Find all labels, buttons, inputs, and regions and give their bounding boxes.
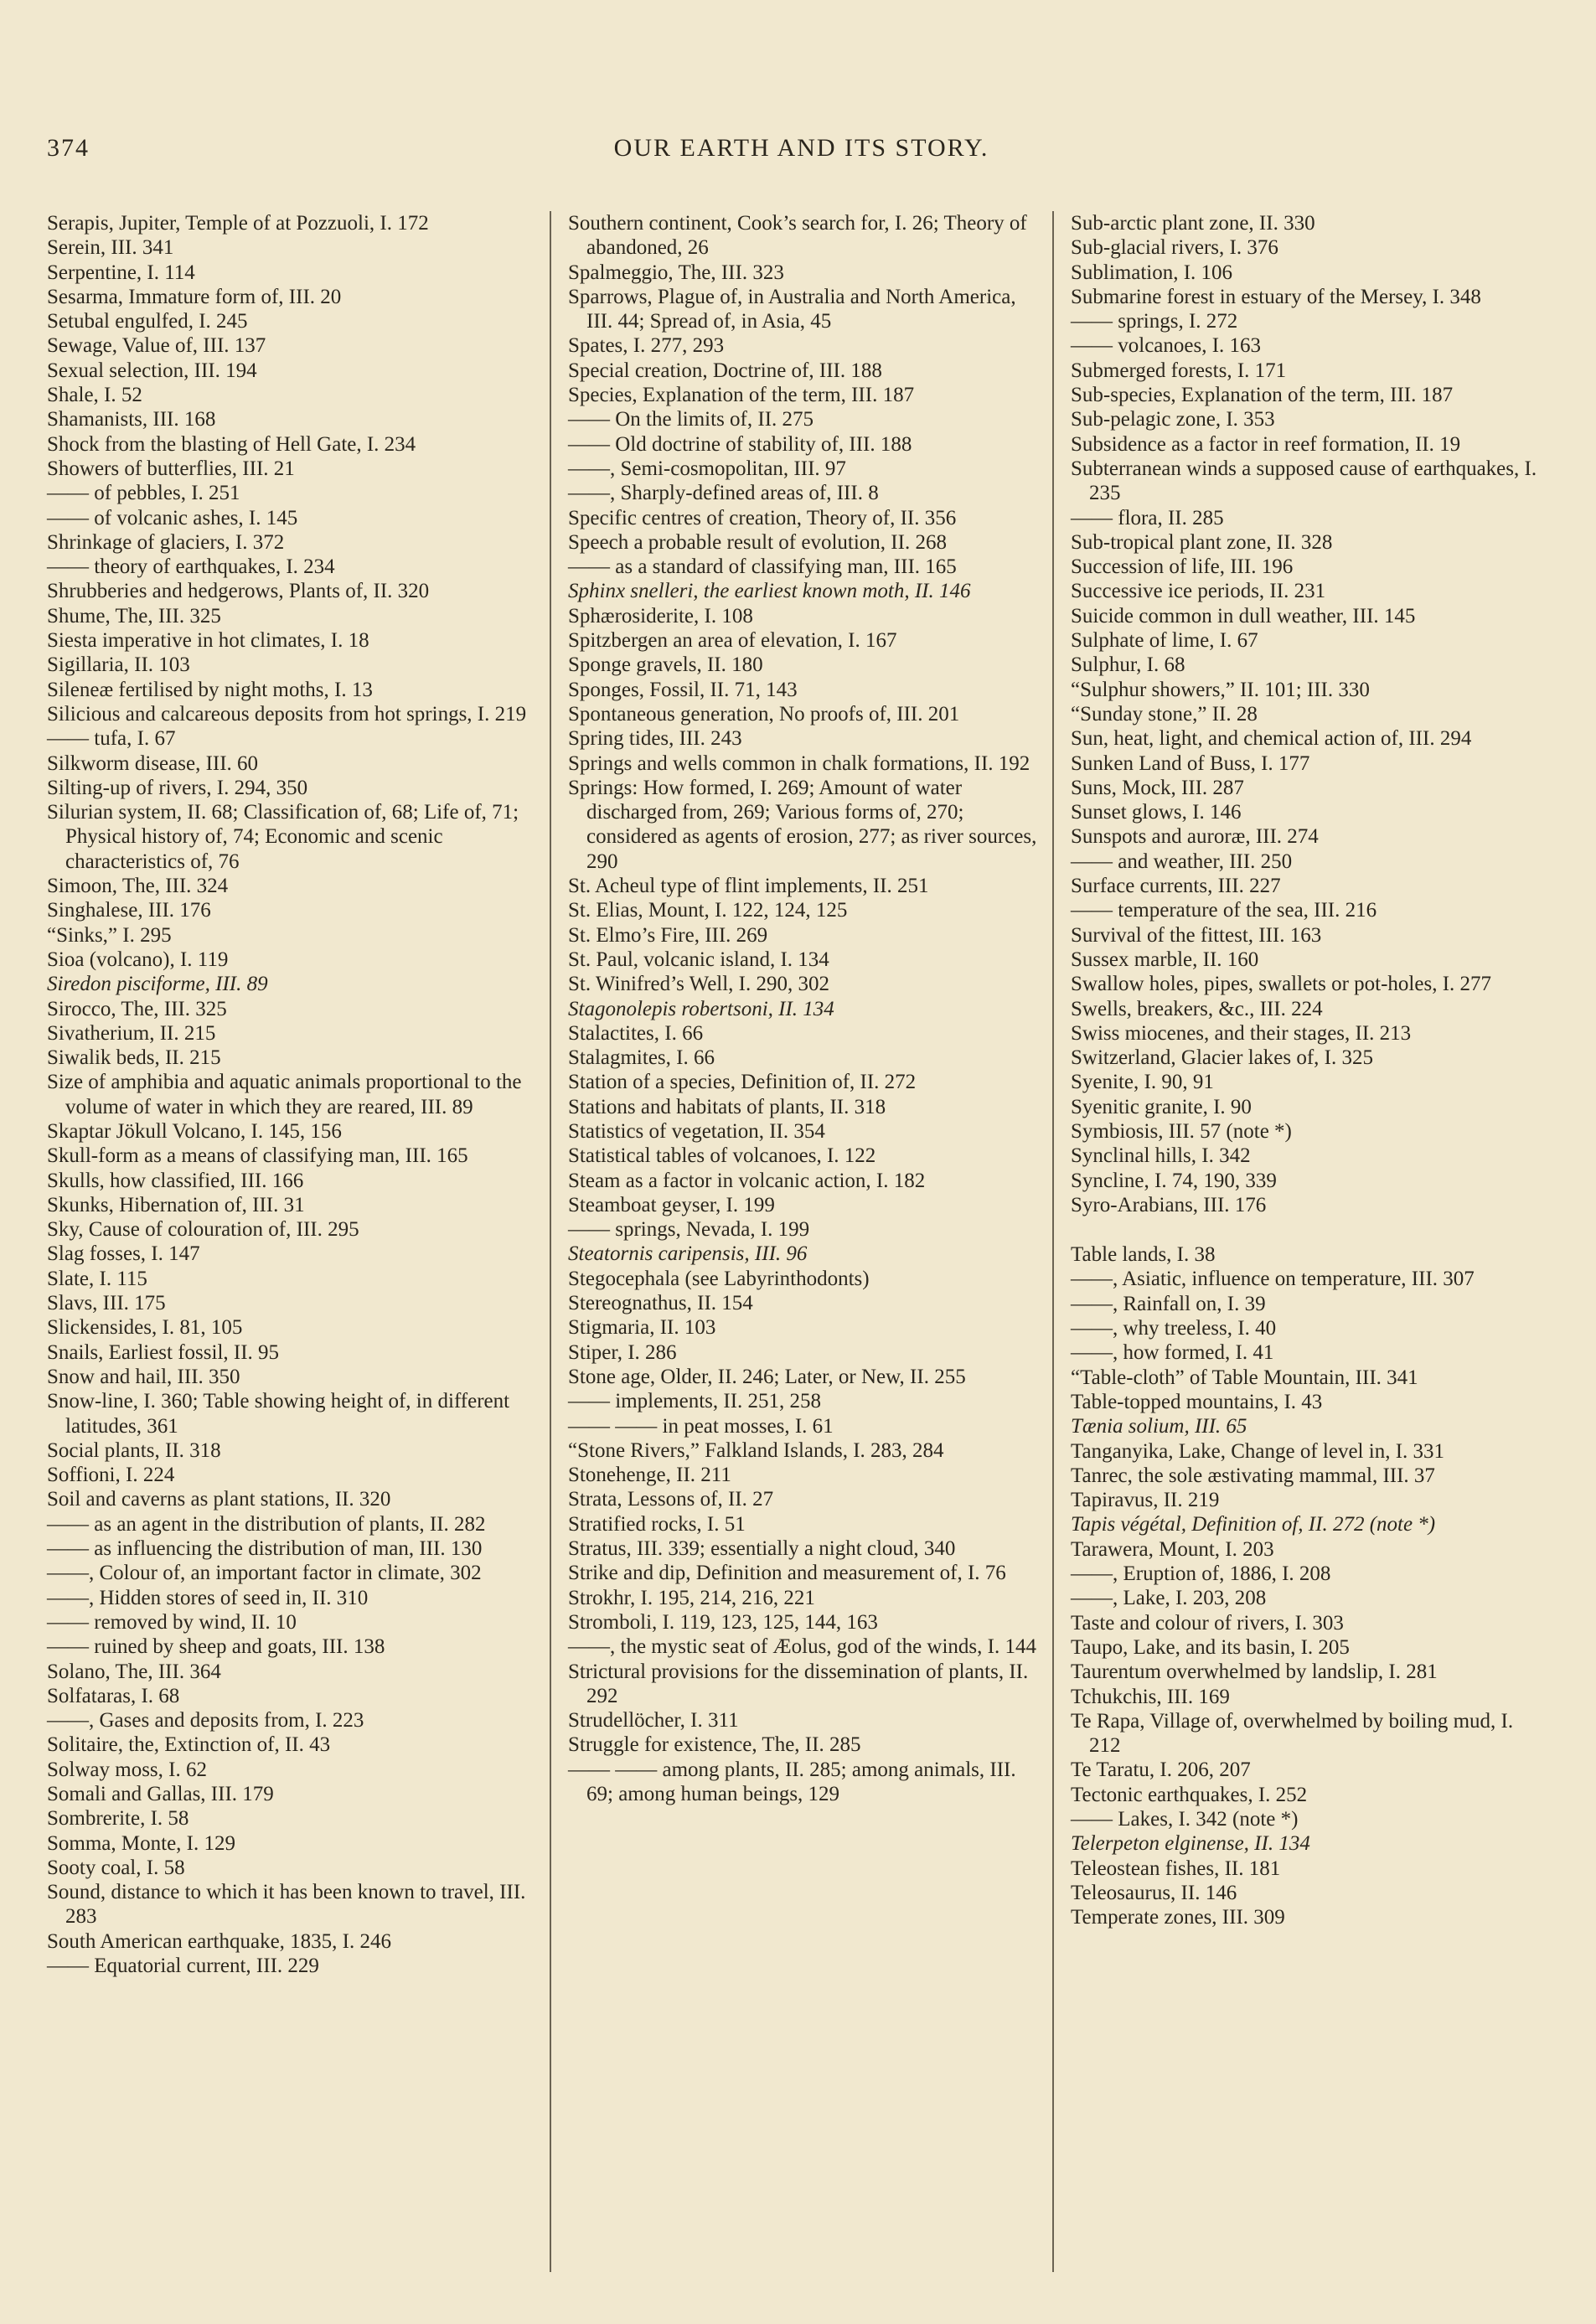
index-entry: Sivatherium, II. 215 bbox=[47, 1021, 216, 1045]
index-entry: Species, Explanation of the term, III. 187 bbox=[568, 384, 915, 407]
index-entry: —— springs, I. 272 bbox=[1071, 310, 1238, 333]
index-entry: “Sinks,” I. 295 bbox=[47, 923, 172, 947]
index-entry: Stalagmites, I. 66 bbox=[568, 1046, 715, 1070]
index-entry: Siesta imperative in hot climates, I. 18 bbox=[47, 629, 369, 653]
index-entry: Taupo, Lake, and its basin, I. 205 bbox=[1071, 1635, 1350, 1659]
index-entry: —— removed by wind, II. 10 bbox=[47, 1610, 297, 1634]
index-entry: Synclinal hills, I. 342 bbox=[1071, 1144, 1251, 1168]
index-entry: —— of pebbles, I. 251 bbox=[47, 482, 240, 505]
index-entry: Silkworm disease, III. 60 bbox=[47, 751, 259, 775]
index-entry: Survival of the fittest, III. 163 bbox=[1071, 923, 1322, 947]
index-entry: Tanganyika, Lake, Change of level in, I. 331 bbox=[1071, 1439, 1445, 1463]
index-entry: Sub-pelagic zone, I. 353 bbox=[1071, 408, 1275, 431]
index-entry: —— temperature of the sea, III. 216 bbox=[1071, 899, 1377, 922]
index-entry: —— volcanoes, I. 163 bbox=[1071, 334, 1262, 358]
index-entry: Sound, distance to which it has been known to travel, III. 283 bbox=[47, 1881, 526, 1929]
index-entry: Sponge gravels, II. 180 bbox=[568, 653, 763, 677]
index-entry: —— implements, II. 251, 258 bbox=[568, 1390, 822, 1413]
index-entry: Syenitic granite, I. 90 bbox=[1071, 1095, 1252, 1118]
index-entry: ——, Gases and deposits from, I. 223 bbox=[47, 1709, 364, 1733]
index-entry: Spalmeggio, The, III. 323 bbox=[568, 261, 784, 284]
index-entry: Shamanists, III. 168 bbox=[47, 408, 216, 431]
index-entry: St. Acheul type of flint implements, II. 251 bbox=[568, 875, 929, 898]
index-entry: Slickensides, I. 81, 105 bbox=[47, 1316, 243, 1340]
index-entry: Table-topped mountains, I. 43 bbox=[1071, 1390, 1323, 1413]
page-number: 374 bbox=[47, 134, 90, 162]
index-entry: Sponges, Fossil, II. 71, 143 bbox=[568, 678, 798, 701]
index-entry: Soil and caverns as plant stations, II. 320 bbox=[47, 1488, 391, 1511]
index-entry: Stigmaria, II. 103 bbox=[568, 1316, 716, 1340]
index-entry: Sulphate of lime, I. 67 bbox=[1071, 629, 1258, 653]
index-entry: “Stone Rivers,” Falkland Islands, I. 283, 284 bbox=[568, 1438, 944, 1462]
index-entry: Tchukchis, III. 169 bbox=[1071, 1685, 1230, 1708]
index-entry: Sub-arctic plant zone, II. 330 bbox=[1071, 212, 1315, 235]
index-entry: Syenite, I. 90, 91 bbox=[1071, 1071, 1214, 1094]
index-entry: Sulphur, I. 68 bbox=[1071, 653, 1185, 677]
index-entry: Springs: How formed, I. 269; Amount of water discharged from, 269; Various forms of, 270; considered as agents of erosion, 277; as river sources, 290 bbox=[568, 776, 1037, 873]
index-entry: Sublimation, I. 106 bbox=[1071, 261, 1233, 284]
index-entry: Sub-species, Explanation of the term, III. 187 bbox=[1071, 384, 1454, 407]
index-entry: Te Taratu, I. 206, 207 bbox=[1071, 1758, 1251, 1782]
index-entry: Switzerland, Glacier lakes of, I. 325 bbox=[1071, 1046, 1373, 1070]
index-entry: Southern continent, Cook’s search for, I. 26; Theory of abandoned, 26 bbox=[568, 212, 1027, 260]
index-entry: Sexual selection, III. 194 bbox=[47, 359, 257, 382]
index-entry: Surface currents, III. 227 bbox=[1071, 875, 1281, 898]
index-entry: Sphinx snelleri, the earliest known moth, II. 146 bbox=[568, 580, 971, 603]
index-entry: Tanrec, the sole æstivating mammal, III. 37 bbox=[1071, 1464, 1435, 1487]
index-entry: Sunken Land of Buss, I. 177 bbox=[1071, 751, 1310, 775]
index-entry: Spates, I. 277, 293 bbox=[568, 334, 725, 358]
index-entry: ——, Eruption of, 1886, I. 208 bbox=[1071, 1562, 1331, 1586]
index-entry: ——, Rainfall on, I. 39 bbox=[1071, 1292, 1266, 1315]
index-entry: Snow-line, I. 360; Table showing height of, in different latitudes, 361 bbox=[47, 1390, 510, 1438]
index-entry: Tapiravus, II. 219 bbox=[1071, 1489, 1220, 1512]
index-entry: Teleosaurus, II. 146 bbox=[1071, 1881, 1237, 1904]
index-entry: ——, Hidden stores of seed in, II. 310 bbox=[47, 1586, 369, 1609]
index-entry: Simoon, The, III. 324 bbox=[47, 875, 229, 898]
index-entry: Submerged forests, I. 171 bbox=[1071, 359, 1287, 382]
index-entry: Shume, The, III. 325 bbox=[47, 604, 221, 627]
index-entry: Swells, breakers, &c., III. 224 bbox=[1071, 997, 1323, 1020]
index-entry: Swallow holes, pipes, swallets or pot-holes, I. 277 bbox=[1071, 973, 1492, 996]
index-entry: Sileneæ fertilised by night moths, I. 13 bbox=[47, 678, 373, 701]
index-entry: Stromboli, I. 119, 123, 125, 144, 163 bbox=[568, 1610, 878, 1634]
index-entry: Silting-up of rivers, I. 294, 350 bbox=[47, 776, 308, 799]
index-entry: —— tufa, I. 67 bbox=[47, 727, 176, 751]
index-entry: Stereognathus, II. 154 bbox=[568, 1292, 753, 1315]
index-entry: Tapis végétal, Definition of, II. 272 (note *) bbox=[1071, 1513, 1436, 1536]
index-entry: Strokhr, I. 195, 214, 216, 221 bbox=[568, 1586, 815, 1609]
index-entry: Sphærosiderite, I. 108 bbox=[568, 604, 753, 627]
index-entry: Special creation, Doctrine of, III. 188 bbox=[568, 359, 882, 382]
index-entry: Suns, Mock, III. 287 bbox=[1071, 776, 1244, 799]
index-entry: Syro-Arabians, III. 176 bbox=[1071, 1193, 1267, 1216]
index-entry: “Sulphur showers,” II. 101; III. 330 bbox=[1071, 678, 1370, 701]
index-entry: Specific centres of creation, Theory of, II. 356 bbox=[568, 506, 957, 529]
index-entry: Swiss miocenes, and their stages, II. 213 bbox=[1071, 1021, 1412, 1045]
index-entry: —— as an agent in the distribution of plants, II. 282 bbox=[47, 1512, 486, 1536]
index-entry: Skulls, how classified, III. 166 bbox=[47, 1169, 304, 1192]
index-entry: Station of a species, Definition of, II. 272 bbox=[568, 1071, 917, 1094]
index-entry: Soffioni, I. 224 bbox=[47, 1464, 175, 1487]
index-entry: —— Equatorial current, III. 229 bbox=[47, 1955, 319, 1978]
index-entry: Social plants, II. 318 bbox=[47, 1438, 221, 1462]
index-entry: Stonehenge, II. 211 bbox=[568, 1464, 731, 1487]
index-entry: Steamboat geyser, I. 199 bbox=[568, 1193, 775, 1216]
page-header bbox=[47, 134, 1556, 171]
index-entry: Spring tides, III. 243 bbox=[568, 727, 742, 751]
index-entry: Shrubberies and hedgerows, Plants of, II. 320 bbox=[47, 580, 430, 603]
index-entry: ——, how formed, I. 41 bbox=[1071, 1341, 1274, 1365]
index-entry: “Table-cloth” of Table Mountain, III. 341 bbox=[1071, 1366, 1418, 1389]
index-entry: Strictural provisions for the dissemination of plants, II. 292 bbox=[568, 1660, 1029, 1707]
index-entry: Solitaire, the, Extinction of, II. 43 bbox=[47, 1733, 331, 1757]
index-entry: Somma, Monte, I. 129 bbox=[47, 1831, 235, 1855]
index-entry: —— of volcanic ashes, I. 145 bbox=[47, 506, 298, 529]
index-entry: Slate, I. 115 bbox=[47, 1267, 147, 1290]
index-entry: South American earthquake, 1835, I. 246 bbox=[47, 1929, 392, 1953]
index-entry: Snails, Earliest fossil, II. 95 bbox=[47, 1340, 280, 1364]
index-entry: —— as a standard of classifying man, III. 165 bbox=[568, 555, 957, 579]
index-entry: ——, the mystic seat of Æolus, god of the winds, I. 144 bbox=[568, 1635, 1036, 1659]
index-entry: Sub-tropical plant zone, II. 328 bbox=[1071, 530, 1333, 554]
index-entry: Stegocephala (see Labyrinthodonts) bbox=[568, 1267, 870, 1290]
index-entry: Temperate zones, III. 309 bbox=[1071, 1906, 1285, 1929]
index-entry: Speech a probable result of evolution, II. 268 bbox=[568, 530, 947, 554]
index-entry: Sesarma, Immature form of, III. 20 bbox=[47, 285, 342, 308]
index-entry: Strudellöcher, I. 311 bbox=[568, 1709, 739, 1733]
index-entry: —— Old doctrine of stability of, III. 188 bbox=[568, 432, 912, 456]
index-entry: Struggle for existence, The, II. 285 bbox=[568, 1733, 861, 1757]
index-entry: Springs and wells common in chalk formations, II. 192 bbox=[568, 751, 1030, 775]
index-entry: ——, Asiatic, influence on temperature, III. 307 bbox=[1071, 1268, 1475, 1291]
index-entry: —— —— among plants, II. 285; among animals, III. 69; among human beings, 129 bbox=[568, 1758, 1016, 1805]
index-entry: Stalactites, I. 66 bbox=[568, 1021, 704, 1045]
index-entry: —— On the limits of, II. 275 bbox=[568, 408, 814, 431]
index-entry: Steatornis caripensis, III. 96 bbox=[568, 1242, 808, 1266]
index-entry: Skaptar Jökull Volcano, I. 145, 156 bbox=[47, 1119, 342, 1143]
index-entry: Skunks, Hibernation of, III. 31 bbox=[47, 1193, 305, 1216]
index-entry: Submarine forest in estuary of the Mersey, I. 348 bbox=[1071, 285, 1481, 308]
index-entry: Te Rapa, Village of, overwhelmed by boiling mud, I. 212 bbox=[1071, 1709, 1514, 1758]
index-entry: Setubal engulfed, I. 245 bbox=[47, 310, 248, 333]
index-entry: St. Elias, Mount, I. 122, 124, 125 bbox=[568, 899, 848, 922]
index-entry: Stations and habitats of plants, II. 318 bbox=[568, 1095, 886, 1118]
index-entry: Serpentine, I. 114 bbox=[47, 261, 195, 284]
index-entry: Sigillaria, II. 103 bbox=[47, 653, 190, 677]
index-entry: Sunspots and auroræ, III. 274 bbox=[1071, 825, 1319, 849]
index-entry: “Sunday stone,” II. 28 bbox=[1071, 702, 1258, 726]
index-entry: Stratus, III. 339; essentially a night cloud, 340 bbox=[568, 1537, 956, 1561]
index-entry: Solfataras, I. 68 bbox=[47, 1684, 180, 1707]
index-entry: Singhalese, III. 176 bbox=[47, 899, 211, 922]
index-entry: Succession of life, III. 196 bbox=[1071, 555, 1294, 579]
index-entry: ——, Sharply-defined areas of, III. 8 bbox=[568, 482, 879, 505]
index-entry: St. Winifred’s Well, I. 290, 302 bbox=[568, 973, 830, 996]
index-entry: Sooty coal, I. 58 bbox=[47, 1856, 185, 1879]
running-title: OUR EARTH AND ITS STORY. bbox=[613, 134, 989, 162]
index-column-1 bbox=[47, 211, 550, 2272]
index-entry: Sioa (volcano), I. 119 bbox=[47, 948, 229, 971]
index-entry: Serein, III. 341 bbox=[47, 236, 174, 260]
index-entry: Table lands, I. 38 bbox=[1071, 1243, 1216, 1267]
index-entry: Syncline, I. 74, 190, 339 bbox=[1071, 1169, 1277, 1192]
index-entry: —— theory of earthquakes, I. 234 bbox=[47, 555, 335, 579]
index-entry: Successive ice periods, II. 231 bbox=[1071, 580, 1326, 603]
index-entry: Tænia solium, III. 65 bbox=[1071, 1415, 1247, 1438]
index-entry: Sky, Cause of colouration of, III. 295 bbox=[47, 1218, 359, 1242]
index-entry: Teleostean fishes, II. 181 bbox=[1071, 1857, 1281, 1880]
index-entry: Somali and Gallas, III. 179 bbox=[47, 1783, 274, 1805]
index-entry: Stratified rocks, I. 51 bbox=[568, 1512, 746, 1536]
index-entry: —— flora, II. 285 bbox=[1071, 506, 1224, 529]
index-entry: Silicious and calcareous deposits from hot springs, I. 219 bbox=[47, 702, 527, 726]
index-entry: Sub-glacial rivers, I. 376 bbox=[1071, 236, 1278, 260]
index-entry: Spontaneous generation, No proofs of, III. 201 bbox=[568, 702, 960, 726]
index-entry: —— Lakes, I. 342 (note *) bbox=[1071, 1808, 1299, 1831]
index-entry: Sparrows, Plague of, in Australia and North America, III. 44; Spread of, in Asia, 45 bbox=[568, 285, 1016, 333]
index-entry: —— ruined by sheep and goats, III. 138 bbox=[47, 1635, 385, 1659]
index-entry: Shrinkage of glaciers, I. 372 bbox=[47, 530, 285, 554]
index-entry: Subsidence as a factor in reef formation, II. 19 bbox=[1071, 432, 1461, 456]
index-entry: Solway moss, I. 62 bbox=[47, 1758, 207, 1781]
index-entry: Tarawera, Mount, I. 203 bbox=[1071, 1537, 1274, 1561]
index-column-2 bbox=[550, 211, 1052, 2272]
index-entry: Siwalik beds, II. 215 bbox=[47, 1046, 221, 1070]
index-column-3 bbox=[1052, 211, 1555, 2272]
index-entry: Size of amphibia and aquatic animals proportional to the volume of water in which they are reared, III. 89 bbox=[47, 1071, 522, 1118]
index-entry: ——, Lake, I. 203, 208 bbox=[1071, 1587, 1267, 1610]
index-entry: St. Elmo’s Fire, III. 269 bbox=[568, 923, 768, 947]
index-entry: Sirocco, The, III. 325 bbox=[47, 997, 227, 1020]
index-entry: Shock from the blasting of Hell Gate, I. 234 bbox=[47, 432, 416, 456]
index-entry: Sombrerite, I. 58 bbox=[47, 1807, 189, 1831]
index-entry: Strike and dip, Definition and measurement of, I. 76 bbox=[568, 1562, 1006, 1585]
index-entry: Stiper, I. 286 bbox=[568, 1340, 677, 1364]
index-entry: Steam as a factor in volcanic action, I. 182 bbox=[568, 1169, 926, 1192]
index-entry: —— and weather, III. 250 bbox=[1071, 850, 1293, 873]
index-entry: Tectonic earthquakes, I. 252 bbox=[1071, 1783, 1308, 1806]
index-entry: —— —— in peat mosses, I. 61 bbox=[568, 1414, 834, 1438]
index-entry: Sun, heat, light, and chemical action of, III. 294 bbox=[1071, 727, 1472, 751]
index-entry: Slag fosses, I. 147 bbox=[47, 1242, 200, 1266]
index-entry: Telerpeton elginense, II. 134 bbox=[1071, 1832, 1310, 1856]
index-entry: ——, Colour of, an important factor in climate, 302 bbox=[47, 1562, 482, 1585]
index-entry: Serapis, Jupiter, Temple of at Pozzuoli, I. 172 bbox=[47, 212, 429, 235]
index-entry: Sussex marble, II. 160 bbox=[1071, 948, 1259, 971]
index-entry: Taurentum overwhelmed by landslip, I. 281 bbox=[1071, 1660, 1438, 1684]
index-entry: Sewage, Value of, III. 137 bbox=[47, 334, 266, 358]
index-entry: Shale, I. 52 bbox=[47, 384, 142, 407]
index-entry: Spitzbergen an area of elevation, I. 167 bbox=[568, 629, 897, 653]
index-entry: Suicide common in dull weather, III. 145 bbox=[1071, 604, 1416, 627]
index-entry: Sunset glows, I. 146 bbox=[1071, 801, 1242, 824]
index-entry: ——, why treeless, I. 40 bbox=[1071, 1317, 1277, 1340]
index-entry: Siredon pisciforme, III. 89 bbox=[47, 973, 268, 996]
index-entry: Snow and hail, III. 350 bbox=[47, 1365, 240, 1388]
index-entry: Statistics of vegetation, II. 354 bbox=[568, 1119, 825, 1143]
index-entry: Subterranean winds a supposed cause of earthquakes, I. 235 bbox=[1071, 457, 1537, 505]
index-entry: Showers of butterflies, III. 21 bbox=[47, 457, 295, 480]
index-entry: Stone age, Older, II. 246; Later, or New, II. 255 bbox=[568, 1365, 966, 1388]
index-entry: —— as influencing the distribution of man, III. 130 bbox=[47, 1537, 483, 1561]
index-entry: Skull-form as a means of classifying man, III. 165 bbox=[47, 1144, 468, 1168]
index-columns bbox=[47, 211, 1556, 2272]
index-entry: Stagonolepis robertsoni, II. 134 bbox=[568, 997, 834, 1020]
index-entry: Strata, Lessons of, II. 27 bbox=[568, 1488, 774, 1511]
index-entry: Silurian system, II. 68; Classification of, 68; Life of, 71; Physical history of, 74; Economic and scenic characteristics of, 76 bbox=[47, 801, 519, 873]
index-entry: Solano, The, III. 364 bbox=[47, 1660, 221, 1683]
index-entry: Statistical tables of volcanoes, I. 122 bbox=[568, 1144, 876, 1168]
index-entry: Symbiosis, III. 57 (note *) bbox=[1071, 1119, 1292, 1143]
index-entry: Taste and colour of rivers, I. 303 bbox=[1071, 1611, 1344, 1635]
index-entry: —— springs, Nevada, I. 199 bbox=[568, 1218, 810, 1242]
index-entry: St. Paul, volcanic island, I. 134 bbox=[568, 948, 829, 971]
index-entry: Slavs, III. 175 bbox=[47, 1292, 166, 1315]
index-entry: ——, Semi-cosmopolitan, III. 97 bbox=[568, 457, 846, 480]
